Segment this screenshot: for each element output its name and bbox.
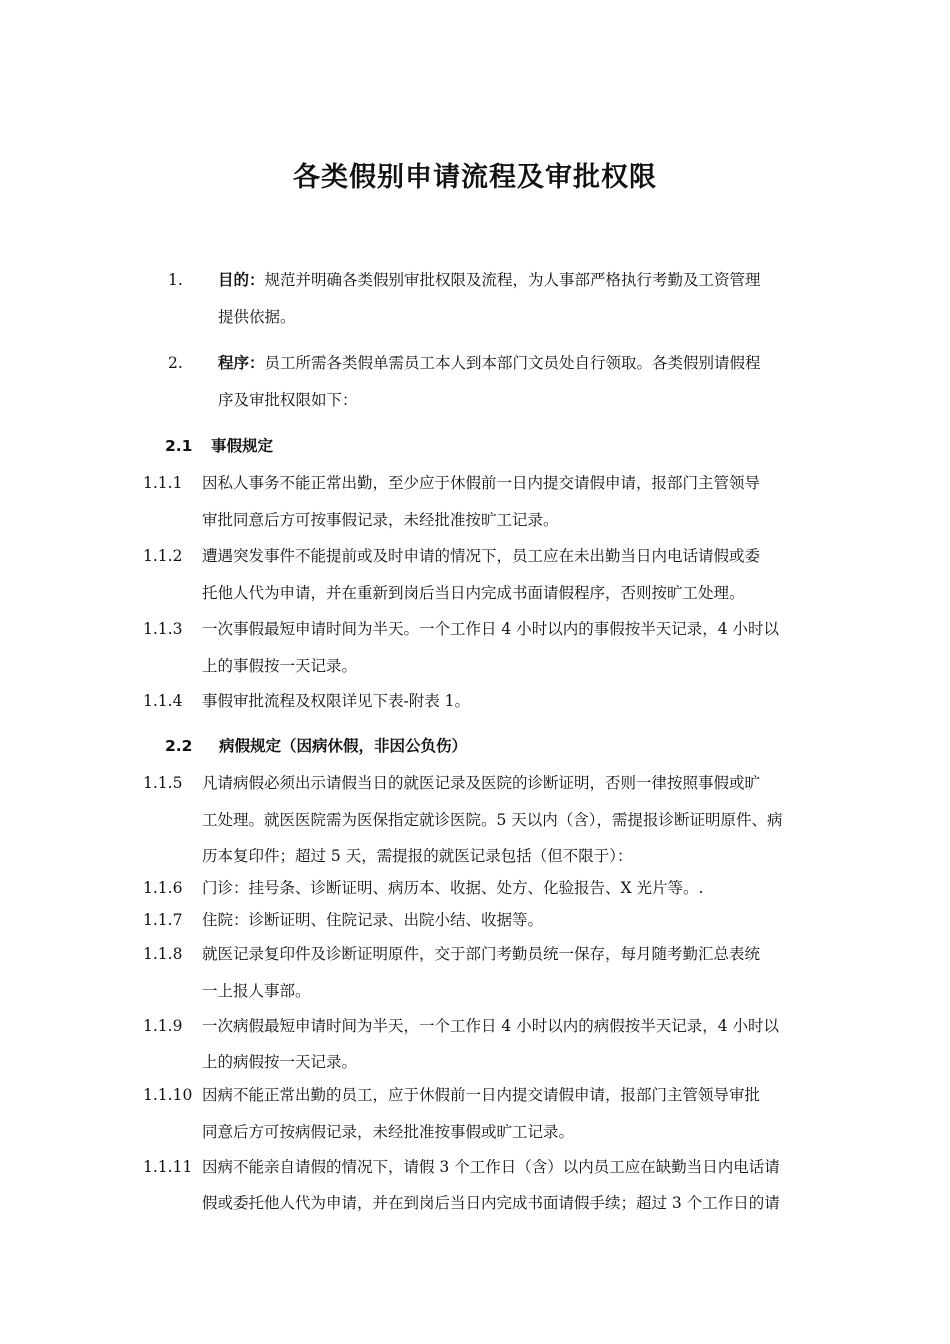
section-label: 目的： [218,271,265,289]
item-text: 一次病假最短申请时间为半天，一个工作日 4 小时以内的病假按半天记录，4 小时以 [202,1017,780,1035]
item-number: 1.1.11 [143,1158,193,1176]
item-continuation: 一上报人事部。 [202,982,311,1000]
item-number: 1.1.4 [143,692,183,710]
item-continuation: 托他人代为申请，并在重新到岗后当日内完成书面请假程序，否则按旷工处理。 [202,584,745,602]
item-continuation: 同意后方可按病假记录，未经批准按事假或旷工记录。 [202,1123,575,1141]
section-text: 规范并明确各类假别审批权限及流程，为人事部严格执行考勤及工资管理 [264,271,761,289]
item-text: 因病不能正常出勤的员工，应于休假前一日内提交请假申请，报部门主管领导审批 [202,1086,761,1104]
section-2-continuation: 序及审批权限如下： [218,391,358,409]
subsection-title: 事假规定 [211,437,274,455]
item-continuation: 上的事假按一天记录。 [202,657,358,675]
item-number: 1.1.6 [143,879,183,897]
section-number: 2. [168,354,183,372]
section-1-continuation: 提供依据。 [218,308,296,326]
item-text: 因病不能亲自请假的情况下，请假 3 个工作日（含）以内员工应在缺勤当日内电话请 [202,1158,780,1176]
item-number: 1.1.3 [143,620,183,638]
item-number: 1.1.7 [143,911,183,929]
item-number: 1.1.1 [143,474,183,492]
section-label: 程序： [218,354,265,372]
item-number: 1.1.10 [143,1086,193,1104]
section-text: 员工所需各类假单需员工本人到本部门文员处自行领取。各类假别请假程 [264,354,761,372]
item-continuation: 历本复印件；超过 5 天，需提报的就医记录包括（但不限于）： [202,847,633,865]
subsection-number: 2.2 [165,737,193,755]
item-text: 事假审批流程及权限详见下表-附表 1。 [202,692,471,710]
subsection-number: 2.1 [165,437,193,455]
page-title: 各类假别申请流程及审批权限 [293,162,657,193]
item-number: 1.1.2 [143,547,183,565]
item-text: 遭遇突发事件不能提前或及时申请的情况下，员工应在未出勤当日内电话请假或委 [202,547,761,565]
item-text: 凡请病假必须出示请假当日的就医记录及医院的诊断证明，否则一律按照事假或旷 [202,774,761,792]
item-number: 1.1.8 [143,945,183,963]
subsection-title: 病假规定（因病休假，非因公负伤） [219,737,468,755]
item-text: 因私人事务不能正常出勤，至少应于休假前一日内提交请假申请，报部门主管领导 [202,474,761,492]
item-text: 就医记录复印件及诊断证明原件，交于部门考勤员统一保存，每月随考勤汇总表统 [202,945,761,963]
item-text: 一次事假最短申请时间为半天。一个工作日 4 小时以内的事假按半天记录，4 小时以 [202,620,780,638]
item-continuation: 假或委托他人代为申请，并在到岗后当日内完成书面请假手续；超过 3 个工作日的请 [202,1194,780,1212]
item-continuation: 上的病假按一天记录。 [202,1053,358,1071]
section-number: 1. [168,271,183,289]
item-continuation: 工处理。就医医院需为医保指定就诊医院。5 天以内（含），需提报诊断证明原件、病 [202,811,783,829]
item-number: 1.1.5 [143,774,183,792]
item-number: 1.1.9 [143,1017,183,1035]
item-continuation: 审批同意后方可按事假记录，未经批准按旷工记录。 [202,511,559,529]
item-text: 住院：诊断证明、住院记录、出院小结、收据等。 [202,911,544,929]
item-text: 门诊：挂号条、诊断证明、病历本、收据、处方、化验报告、X 光片等。. [202,879,704,897]
